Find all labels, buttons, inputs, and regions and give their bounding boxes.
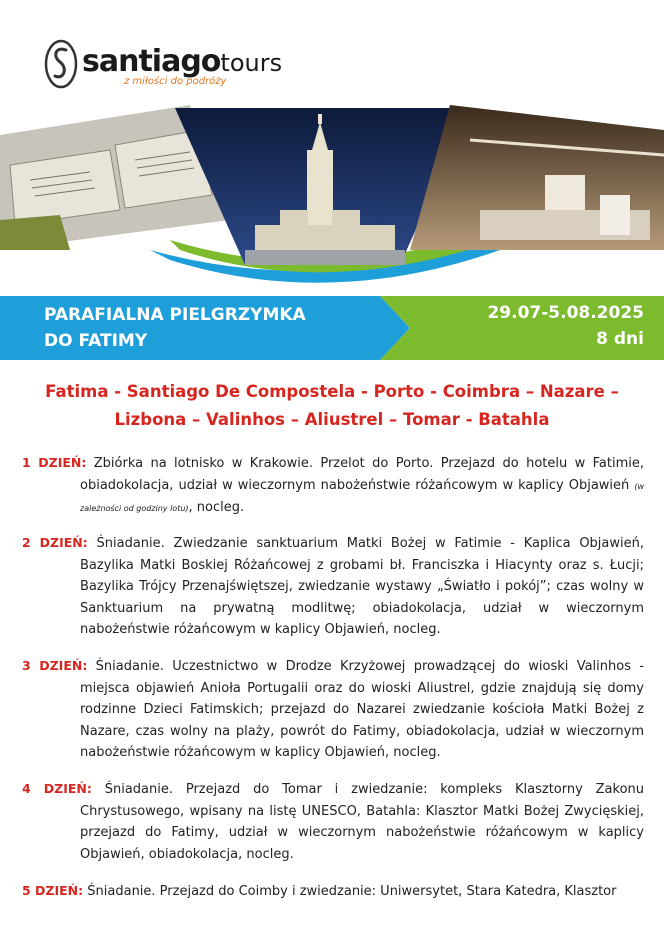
day-text: Zbiórka na lotnisko w Krakowie. Przelot do Porto. Przejazd do hotelu w Fatimie, obiadokolacja, udział w wieczornym nabożeństwie różańcowym w kaplicy Objawień	[80, 456, 645, 493]
day-note: (w zależności od godziny lotu)	[80, 481, 645, 513]
day-item-1	[22, 452, 644, 520]
day-text: Śniadanie. Uczestnictwo w Drodze Krzyżowej prowadzącej do wioski Valinhos - miejsca objawień Anioła Portugalii oraz do wioski Aliustrel, gdzie znajdują się domy rodzinne Dzieci Fatimskich; przejazd do Nazarei zwiedzanie kościoła Matki Bożej z Nazare, czas wolny na plaży, powrót do Fatimy, obiadokolacja, udział w wieczornym nabożeństwie różańcowym w kaplicy Objawień, nocleg.	[80, 659, 644, 760]
day-text: Śniadanie. Przejazd do Coimby i zwiedzanie: Uniwersytet, Stara Katedra, Klasztor	[87, 884, 617, 899]
day-text: Śniadanie. Przejazd do Tomar i zwiedzanie: kompleks Klasztorny Zakonu Chrystusowego, wpisany na listę UNESCO, Batahla: Klasztor Matki Bożej Zwycięskiej, przejazd do Fatimy, udział w wieczornym nabożeństwie różańcowym w kaplicy Objawień, obiadokolacja, nocleg.	[80, 782, 645, 862]
route-line1: Fatima - Santiago De Compostela - Porto - Coimbra – Nazare –	[45, 382, 619, 401]
logo-wordmark	[82, 44, 282, 79]
day-label: 1 DZIEŃ:	[22, 455, 87, 470]
brand-logo	[44, 38, 304, 96]
chapel-photo	[410, 105, 664, 250]
trip-dates-block	[487, 300, 644, 352]
trip-title-line1: PARAFIALNA PIELGRZYMKA	[44, 305, 306, 325]
trip-duration: 8 dni	[596, 329, 644, 349]
day-label: 5 DZIEŃ:	[22, 883, 84, 898]
route-heading	[0, 378, 664, 434]
trip-title-line2: DO FATIMY	[44, 331, 148, 351]
logo-suffix: tours	[220, 49, 283, 77]
day-label: 2 DZIEŃ:	[22, 535, 88, 550]
trip-dates: 29.07-5.08.2025	[487, 303, 644, 323]
day-item-4	[22, 778, 644, 865]
day-label: 3 DZIEŃ:	[22, 658, 88, 673]
day-item-2	[22, 532, 644, 641]
logo-name: santiago	[82, 44, 221, 79]
trip-title	[44, 302, 306, 354]
day-label: 4 DZIEŃ:	[22, 781, 92, 796]
day-item-3	[22, 655, 644, 764]
photo-banner	[0, 100, 664, 290]
logo-tagline: z miłości do podróży	[124, 76, 227, 87]
day-text: Śniadanie. Zwiedzanie sanktuarium Matki Bożej w Fatimie - Kaplica Objawień, Bazylika Matki Boskiej Różańcowej z grobami bł. Franciszka i Hiacynty oraz s. Łucji; Bazylika Trójcy Przenajświętszej, zwiedzanie wystawy „Światło i pokój”; czas wolny w Sanktuarium na prywatną modlitwę; obiadokolacja, udział w wieczornym nabożeństwie różańcowym w kaplicy Objawień, nocleg.	[80, 536, 645, 637]
santiago-s-icon	[44, 38, 78, 90]
day-tail: , nocleg.	[188, 500, 245, 515]
route-line2: Lizbona – Valinhos – Aliustrel – Tomar - Batahla	[114, 410, 550, 429]
day-item-5	[22, 880, 644, 903]
